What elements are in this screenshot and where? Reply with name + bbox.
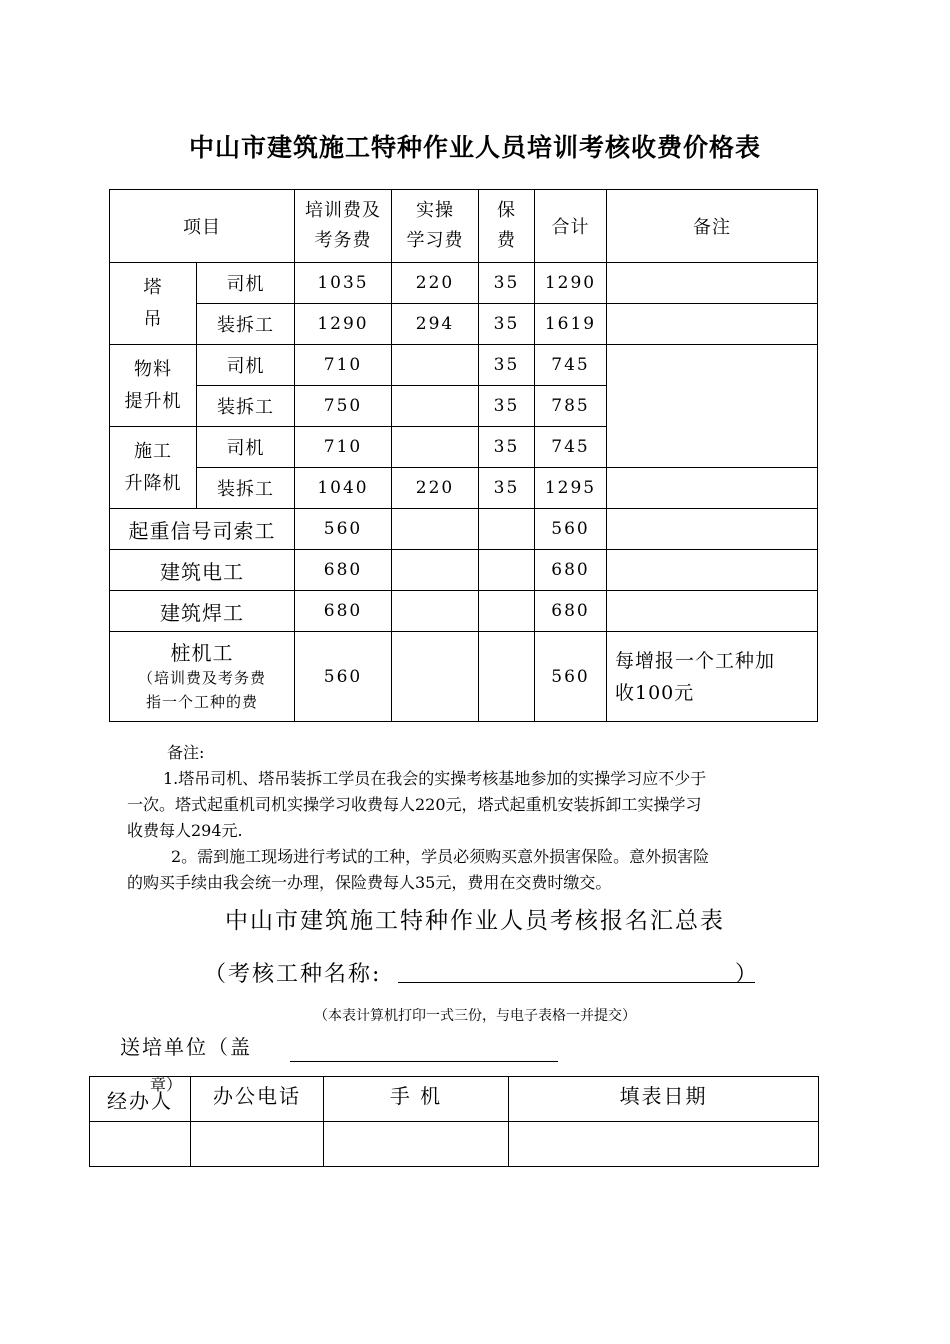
group-material-hoist: 物料 提升机	[110, 345, 197, 427]
group-construction-lift: 施工 升降机	[110, 427, 197, 509]
pile-driver-cell: 桩机工 （培训费及考务费 指一个工种的费	[110, 632, 295, 722]
contact-input-row	[90, 1122, 819, 1167]
notes-heading: 备注:	[167, 743, 205, 762]
table-row: 建筑电工 680 680	[110, 550, 818, 591]
fill-date-field[interactable]	[509, 1122, 819, 1167]
header-practical: 实操 学习费	[392, 190, 479, 263]
exam-type-label: （考核工种名称:	[204, 962, 382, 987]
handler-field[interactable]	[90, 1122, 191, 1167]
exam-type-field[interactable]	[398, 982, 755, 983]
pile-driver-remark: 每增报一个工种加 收100元	[607, 632, 818, 722]
table-row: 装拆工 1290 294 35 1619	[110, 304, 818, 345]
header-training: 培训费及 考务费	[295, 190, 392, 263]
office-phone-field[interactable]	[191, 1122, 324, 1167]
print-note: （本表计算机打印一式三份，与电子表格一并提交）	[314, 1008, 636, 1024]
fee-table	[109, 189, 818, 722]
group-tower-crane: 塔 吊	[110, 263, 197, 345]
table-row: 装拆工 750 35 785	[110, 386, 818, 427]
table-row: 桩机工 （培训费及考务费 指一个工种的费 560 560 每增报一个工种加 收100元	[110, 632, 818, 722]
form-title: 中山市建筑施工特种作业人员考核报名汇总表	[225, 908, 725, 934]
table-header-row	[110, 190, 818, 263]
notes-section: 备注: 1.塔吊司机、塔吊装拆工学员在我会的实操考核基地参加的实操学习应不少于 一次。塔式起重机司机实操学习收费每人220元，塔式起重机安装拆卸工实操学习 收费每人294元. 2。需到施工现场进行考试的工种，学员必须购买意外损害保险。意外损害险 的购买手续由我会统一办理，保险费每人35元，费用在交费时缴交。	[127, 740, 823, 896]
contact-table	[89, 1076, 819, 1167]
training-unit-label: 送培单位（盖	[120, 1035, 252, 1059]
header-insurance: 保 费	[479, 190, 535, 263]
table-row: 起重信号司索工 560 560	[110, 509, 818, 550]
contact-header-row: 经办人 办公电话 手 机 填表日期	[90, 1077, 819, 1122]
mobile-field[interactable]	[324, 1122, 509, 1167]
header-total: 合计	[535, 190, 607, 263]
training-unit-field[interactable]	[290, 1061, 558, 1062]
header-remark: 备注	[607, 190, 818, 263]
table-row: 塔 吊 司机 1035 220 35 1290	[110, 263, 818, 304]
table-row: 施工 升降机 司机 710 35 745	[110, 427, 818, 468]
header-item: 项目	[110, 190, 295, 263]
table-row: 建筑焊工 680 680	[110, 591, 818, 632]
page-title: 中山市建筑施工特种作业人员培训考核收费价格表	[188, 133, 761, 162]
table-row: 装拆工 1040 220 35 1295	[110, 468, 818, 509]
table-row: 物料 提升机 司机 710 35 745	[110, 345, 818, 386]
